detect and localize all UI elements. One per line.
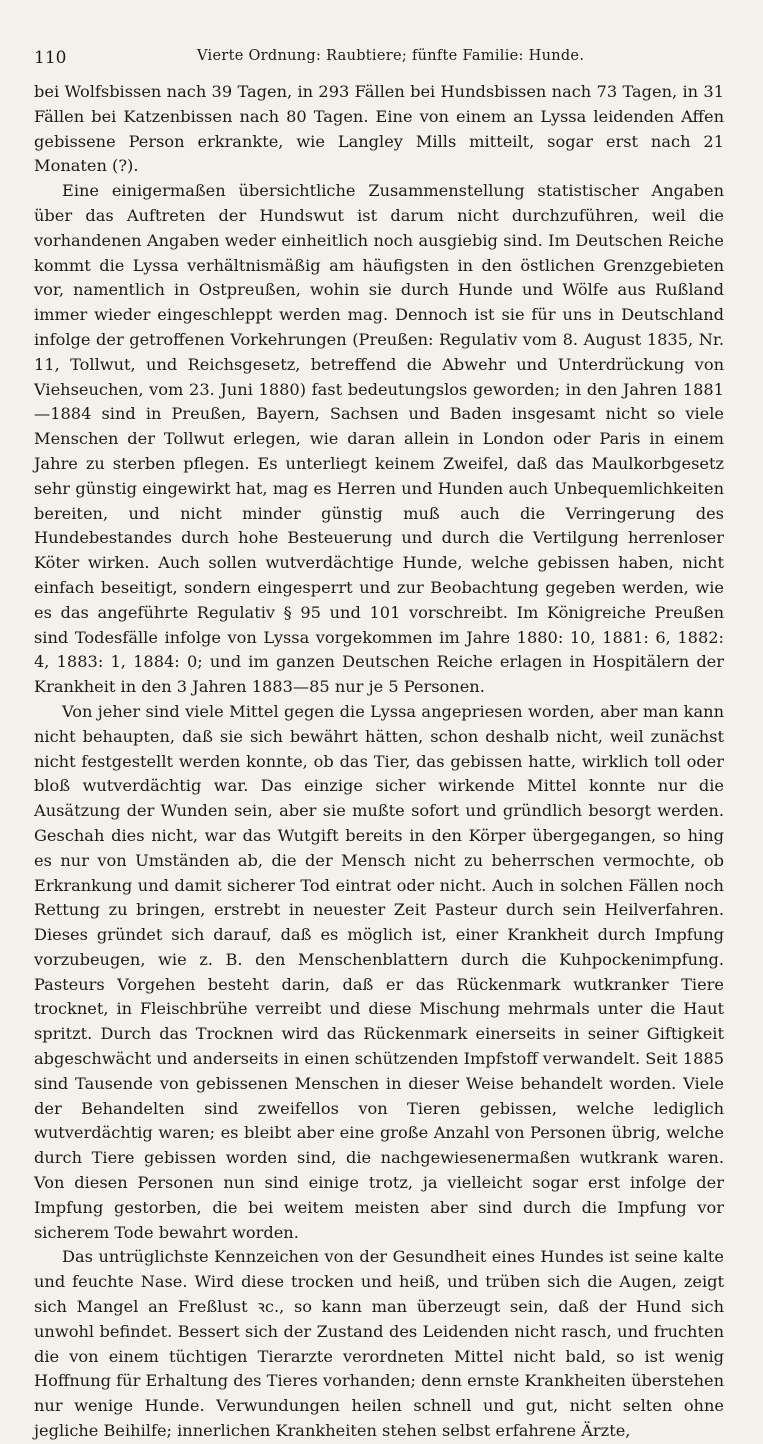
body-text (34, 80, 724, 1444)
paragraph-statistics: Eine einigermaßen übersichtliche Zusammenstellung statistischer Angaben über das Auftreten der Hundswut ist darum nicht durchzuführen, weil die vorhandenen Angaben weder einheitlich noch ausgiebig sind. Im Deutschen Reiche kommt die Lyssa verhältnismäßig am häufigsten in den östlichen Grenzgebieten vor, namentlich in Ostpreußen, wohin sie durch Hunde und Wölfe aus Rußland immer wieder eingeschleppt werden mag. Dennoch ist sie für uns in Deutschland infolge der getroffenen Vorkehrungen (Preußen: Regulativ vom 8. August 1835, Nr. 11, Tollwut, und Reichsgesetz, betreffend die Abwehr und Unterdrückung von Viehseuchen, vom 23. Juni 1880) fast bedeutungslos geworden; in den Jahren 1881—1884 sind in Preußen, Bayern, Sachsen und Baden insgesamt nicht so viele Menschen der Tollwut erlegen, wie daran allein in London oder Paris in einem Jahre zu sterben pflegen. Es unterliegt keinem Zweifel, daß das Maulkorbgesetz sehr günstig eingewirkt hat, mag es Herren und Hunden auch Unbequemlichkeiten bereiten, und nicht minder günstig muß auch die Verringerung des Hundebestandes durch hohe Besteuerung und durch die Vertilgung herrenloser Köter wirken. Auch sollen wutverdächtige Hunde, welche gebissen haben, nicht einfach beseitigt, sondern eingesperrt und zur Beobachtung gegeben werden, wie es das angeführte Regulativ § 95 und 101 vorschreibt. Im Königreiche Preußen sind Todesfälle infolge von Lyssa vorgekommen im Jahre 1880: 10, 1881: 6, 1882: 4, 1883: 1, 1884: 0; und im ganzen Deutschen Reiche erlagen in Hospitälern der Krankheit in den 3 Jahren 1883—85 nur je 5 Personen. (34, 181, 724, 697)
running-title: Vierte Ordnung: Raubtiere; fünfte Familie: Hunde. (197, 48, 585, 64)
page-header (34, 48, 719, 74)
page-number: 110 (34, 48, 67, 68)
paragraph-remedies: Von jeher sind viele Mittel gegen die Lyssa angepriesen worden, aber man kann nicht behaupten, daß sie sich bewährt hätten, schon deshalb nicht, weil zunächst nicht festgestellt werden konnte, ob das Tier, das gebissen hatte, wirklich toll oder bloß wutverdächtig war. Das einzige sicher wirkende Mittel konnte nur die Ausätzung der Wunden sein, aber sie mußte sofort und gründlich besorgt werden. Geschah dies nicht, war das Wutgift bereits in den Körper übergegangen, so hing es nur von Umständen ab, die der Mensch nicht zu beherrschen vermochte, ob Erkrankung und damit sicherer Tod eintrat oder nicht. Auch in solchen Fällen noch Rettung zu bringen, erstrebt in neuester Zeit Pasteur durch sein Heilverfahren. Dieses gründet sich darauf, daß es möglich ist, einer Krankheit durch Impfung vorzubeugen, wie z. B. den Menschenblattern durch die Kuhpockenimpfung. Pasteurs Vorgehen besteht darin, daß er das Rückenmark wutkranker Tiere trocknet, in Fleischbrühe verreibt und diese Mischung mehrmals unter die Haut spritzt. Durch das Trocknen wird das Rückenmark einerseits in seiner Giftigkeit abgeschwächt und anderseits in einen schützenden Impfstoff verwandelt. Seit 1885 sind Tausende von gebissenen Menschen in dieser Weise behandelt worden. Viele der Behandelten sind zweifellos von Tieren gebissen, welche lediglich wutverdächtig waren; es bleibt aber eine große Anzahl von Personen übrig, welche durch Tiere gebissen worden sind, die nachgewiesenermaßen wutkrank waren. Von diesen Personen nun sind einige trotz, ja vielleicht sogar erst infolge der Impfung gestorben, die bei weitem meisten aber sind durch die Impfung vor sicherem Tode bewahrt worden. (34, 701, 724, 1242)
paragraph-continuation: bei Wolfsbissen nach 39 Tagen, in 293 Fällen bei Hundsbissen nach 73 Tagen, in 31 Fällen bei Katzenbissen nach 80 Tagen. Eine von einem an Lyssa leidenden Affen gebissene Person erkrankte, wie Langley Mills mitteilt, sogar erst nach 21 Monaten (?). (34, 82, 724, 176)
paragraph-health-signs: Das untrüglichste Kennzeichen von der Gesundheit eines Hundes ist seine kalte und feuchte Nase. Wird diese trocken und heiß, und trüben sich die Augen, zeigt sich Mangel an Freßlust ꝛc., so kann man überzeugt sein, daß der Hund sich unwohl befindet. Bessert sich der Zustand des Leidenden nicht rasch, und fruchten die von einem tüchtigen Tierarzte verordneten Mittel nicht bald, so ist wenig Hoffnung für Erhaltung des Tieres vorhanden; denn ernste Krankheiten überstehen nur wenige Hunde. Verwundungen heilen schnell und gut, nicht selten ohne jegliche Beihilfe; innerlichen Krankheiten stehen selbst erfahrene Ärzte, (34, 1247, 724, 1441)
